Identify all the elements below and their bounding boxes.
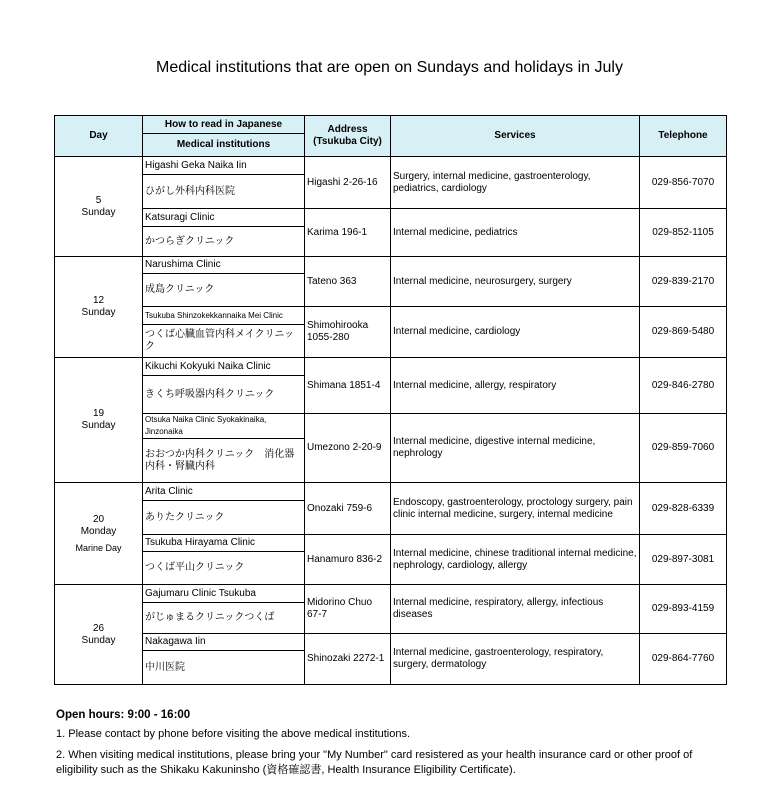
day-note: Marine Day — [75, 542, 122, 553]
open-hours: Open hours: 9:00 - 16:00 — [56, 709, 191, 721]
clinic-telephone: 029-852-1105 — [640, 209, 727, 257]
clinic-japanese-name: きくち呼吸器内科クリニック — [143, 376, 305, 414]
clinic-telephone: 029-893-4159 — [640, 585, 727, 634]
day-number: 12 — [92, 295, 105, 306]
clinic-services: Internal medicine, respiratory, allergy, infectious diseases — [391, 585, 640, 634]
clinic-address: Shimohirooka 1055-280 — [305, 307, 391, 358]
institutions-table — [54, 115, 727, 685]
day-weekday: Sunday — [81, 206, 116, 218]
day-cell — [55, 257, 143, 358]
header-day: Day — [55, 116, 143, 157]
clinic-name: Katsuragi Clinic — [143, 209, 305, 227]
table-row — [55, 634, 727, 651]
clinic-name: Tsukuba Shinzokekkannaika Mei Clinic — [143, 307, 305, 325]
table-row — [55, 535, 727, 552]
clinic-address: Onozaki 759-6 — [305, 483, 391, 535]
clinic-name: Higashi Geka Naika Iin — [143, 157, 305, 175]
clinic-address: Hanamuro 836-2 — [305, 535, 391, 585]
clinic-telephone: 029-856-7070 — [640, 157, 727, 209]
clinic-telephone: 029-846-2780 — [640, 358, 727, 414]
table-row — [55, 307, 727, 325]
note-1: 1. Please contact by phone before visiting the above medical institutions. — [56, 728, 411, 740]
day-cell — [55, 358, 143, 483]
clinic-name: Tsukuba Hirayama Clinic — [143, 535, 305, 552]
clinic-name: Kikuchi Kokyuki Naika Clinic — [143, 358, 305, 376]
day-weekday: Sunday — [81, 307, 116, 318]
table-row — [55, 358, 727, 376]
table-row — [55, 585, 727, 603]
clinic-telephone: 029-869-5480 — [640, 307, 727, 358]
day-number: 19 — [92, 408, 105, 419]
clinic-address: Midorino Chuo 67-7 — [305, 585, 391, 634]
table-row — [55, 483, 727, 501]
table-row — [55, 257, 727, 274]
clinic-address: Karima 196-1 — [305, 209, 391, 257]
clinic-services: Endoscopy, gastroenterology, proctology surgery, pain clinic internal medicine, surgery, internal medicine — [391, 483, 640, 535]
day-number: 5 — [95, 194, 102, 206]
clinic-telephone: 029-859-7060 — [640, 414, 727, 483]
clinic-japanese-name: つくば平山クリニック — [143, 552, 305, 585]
day-weekday: Monday — [80, 525, 117, 537]
clinic-name: Nakagawa Iin — [143, 634, 305, 651]
day-weekday: Sunday — [81, 420, 116, 431]
clinic-telephone: 029-897-3081 — [640, 535, 727, 585]
clinic-services: Internal medicine, neurosurgery, surgery — [391, 257, 640, 307]
table-row — [55, 414, 727, 439]
clinic-telephone: 029-864-7760 — [640, 634, 727, 685]
clinic-services: Internal medicine, allergy, respiratory — [391, 358, 640, 414]
table-row — [55, 209, 727, 227]
clinic-telephone: 029-839-2170 — [640, 257, 727, 307]
day-weekday: Sunday — [81, 634, 116, 646]
day-number: 26 — [92, 622, 105, 634]
clinic-services: Internal medicine, digestive internal medicine, nephrology — [391, 414, 640, 483]
clinic-address: Tateno 363 — [305, 257, 391, 307]
day-cell — [55, 585, 143, 685]
day-number: 20 — [92, 513, 105, 525]
day-cell — [55, 157, 143, 257]
clinic-services: Internal medicine, pediatrics — [391, 209, 640, 257]
clinic-address: Higashi 2-26-16 — [305, 157, 391, 209]
header-services: Services — [391, 116, 640, 157]
clinic-name: Narushima Clinic — [143, 257, 305, 274]
notes-section — [56, 708, 736, 784]
clinic-japanese-name: かつらぎクリニック — [143, 227, 305, 257]
clinic-japanese-name: つくば心臓血管内科メイクリニック — [143, 325, 305, 358]
header-institutions: Medical institutions — [143, 134, 305, 157]
clinic-services: Internal medicine, chinese traditional internal medicine, nephrology, cardiology, allergy — [391, 535, 640, 585]
header-address: Address (Tsukuba City) — [305, 116, 391, 157]
clinic-address: Shimana 1851-4 — [305, 358, 391, 414]
page-title: Medical institutions that are open on Sundays and holidays in July — [156, 59, 623, 76]
clinic-japanese-name: ありたクリニック — [143, 501, 305, 535]
table-row — [55, 157, 727, 175]
clinic-address: Shinozaki 2272-1 — [305, 634, 391, 685]
clinic-services: Surgery, internal medicine, gastroenterology, pediatrics, cardiology — [391, 157, 640, 209]
clinic-services: Internal medicine, gastroenterology, respiratory, surgery, dermatology — [391, 634, 640, 685]
clinic-name: Arita Clinic — [143, 483, 305, 501]
header-telephone: Telephone — [640, 116, 727, 157]
clinic-name: Otsuka Naika Clinic Syokakinaika, Jinzonaika — [143, 414, 305, 439]
clinic-telephone: 029-828-6339 — [640, 483, 727, 535]
day-cell — [55, 483, 143, 585]
note-2: 2. When visiting medical institutions, please bring your "My Number" card resistered as your health insurance card or other proof of eligibility such as the Shikaku Kakuninsho (資格確認書, Health Insurance Eligibility Certificate). — [56, 749, 693, 776]
clinic-japanese-name: おおつか内科クリニック 消化器内科・腎臓内科 — [143, 439, 305, 483]
clinic-name: Gajumaru Clinic Tsukuba — [143, 585, 305, 603]
clinic-japanese-name: 中川医院 — [143, 651, 305, 685]
clinic-japanese-name: がじゅまるクリニックつくば — [143, 603, 305, 634]
clinic-japanese-name: 成島クリニック — [143, 274, 305, 307]
header-how-to-read: How to read in Japanese — [143, 116, 305, 134]
clinic-services: Internal medicine, cardiology — [391, 307, 640, 358]
clinic-japanese-name: ひがし外科内科医院 — [143, 175, 305, 209]
clinic-address: Umezono 2-20-9 — [305, 414, 391, 483]
